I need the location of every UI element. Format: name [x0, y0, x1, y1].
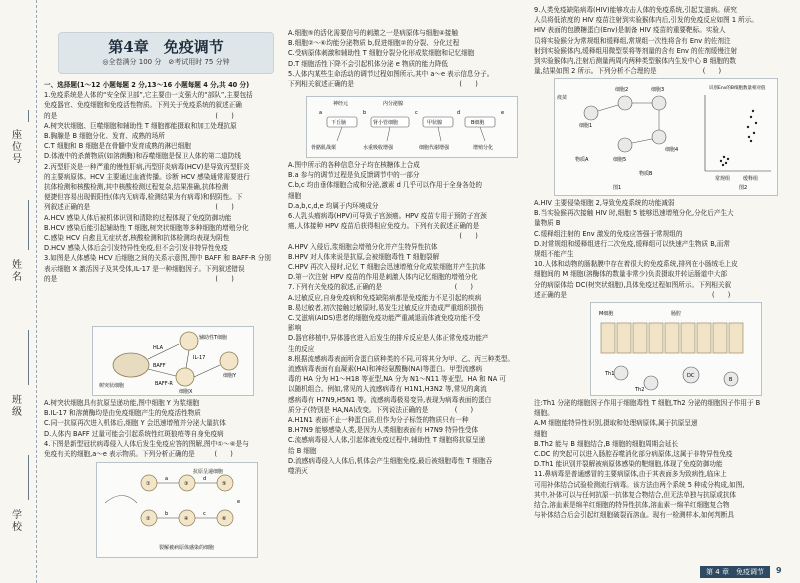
text-line: D.Th1 能识别并裂解被病原体感染的靶细胞,体现了免疫防御功能 [534, 460, 723, 469]
text-line: 抗体检测和核酸检测,其中核酸检测过程复杂,结果准确,抗体检测 [44, 183, 229, 192]
fig4-label: b [165, 511, 169, 517]
figure-q10 [590, 302, 762, 396]
text-line: B.IL-17 和溶菌酶均是由免疫细胞产生的免疫活性物质 [44, 409, 201, 418]
fig3-label: 辅助性T细胞 [199, 335, 228, 341]
text-line: A.M 细胞能特异性识别,摄取和处理病原体,属于抗原呈递 [534, 419, 698, 428]
fig9-label: 疫苗 [557, 95, 568, 101]
fig4-label: ④ [184, 516, 189, 522]
class-label: 班级 [12, 395, 22, 418]
fig4-label: e [237, 499, 241, 505]
text-line: C.感染 HCV 自愈且无症状者,核酸检测和抗体检测均表现为阴性 [44, 234, 230, 243]
text-line: C.HPV 再次入侵时,记忆 T 细胞会迅速增殖分化成浆细胞并产生抗体 [288, 263, 486, 272]
text-line: B.易过敏者,初次接触过敏原时,易发生过敏反应并造成严重组织损伤 [288, 303, 484, 312]
text-line: D.T 细胞活性下降不会引起机体分泌 e 物质的能力降低 [288, 59, 449, 68]
fig3-label: 树突状细胞 [99, 383, 125, 389]
text-line: B.Th2 能与 B 细胞结合,B 细胞的细胞周期会延长 [534, 439, 679, 448]
chapter-title-box [58, 32, 274, 74]
fig4-label: 抗原呈递细胞 [193, 469, 224, 475]
fig3-label: IL-17 [193, 355, 206, 361]
text-line: 感病毒有 H7N9,H5N1 等。流感病毒极易变异,表现为病毒表面的蛋白 [288, 395, 492, 404]
text-line: C.缓释组注射的 Env 激发的免疫应答强于常规组的 [534, 229, 683, 238]
text-line: 下列相关叙述正确的是 ( ) [288, 80, 478, 89]
figure-q3 [92, 326, 254, 396]
text-line: B.H7N9 能够感染人类,是因为人类细胞表面有 H7N9 特异性受体 [288, 426, 479, 435]
text-line: 生的反应 [288, 344, 315, 353]
fig9-label: 识别Env的B细胞数量相对值 [709, 86, 766, 91]
text-line: D.流感病毒侵入人体后,机体会产生细胞免疫,最后被细胞毒性 T 细胞吞 [288, 456, 493, 465]
fig9-scatter-points [720, 110, 757, 166]
fig9-label: 常规组 [715, 176, 731, 182]
text-line: 分的病原体给 DC(树突状细胞),具体免疫过程如图所示。下列相关叙 [534, 280, 732, 289]
text-line: 的是 ( ) [44, 111, 234, 120]
column-2b-text [288, 160, 528, 476]
fig4-label: ③ [184, 481, 189, 487]
figure-q4 [96, 462, 258, 558]
fig9-label: 图1 [613, 185, 622, 191]
text-line: 10.人体和动物的肠黏膜中存在着很大的免疫系统,排列在小肠绒毛上皮 [534, 260, 738, 269]
text-line: 7.下列有关免疫的叙述,正确的是 ( ) [288, 283, 473, 292]
fig4-label: ① [146, 481, 151, 487]
text-line: 注:Th1 分泌的细胞因子作用于细胞毒性 T 细胞,Th2 分泌的细胞因子作用于 B [534, 399, 761, 407]
text-line: 免疫器官、免疫细胞和免疫活性物质。下列关于免疫系统的叙述正确 [44, 101, 242, 110]
seat-number-label: 座位号 [12, 130, 22, 165]
text-line: 9.人类免疫缺陷病毒(HIV)能够攻击人体的免疫系统,引起艾滋病。研究 [534, 6, 737, 14]
fig10-label: 肠腔 [671, 311, 682, 317]
text-line: A.HPV 入侵后,浆细胞会增殖分化并产生特异性抗体 [288, 242, 438, 251]
text-line: 其中,补体可以与任何抗原一抗体复合物结合,但无法单独与抗原或抗体 [534, 490, 737, 499]
text-line: HIV 表面的包膜糖蛋白(Env)是制备 HIV 疫苗的重要靶标。实验人 [534, 26, 726, 35]
text-line: A.图中所示的各种信息分子均在核糖体上合成 [288, 161, 420, 169]
fig9-label: 缓释组 [743, 176, 759, 182]
fig5-label: e [501, 110, 505, 116]
fig5-label: 神经元 [333, 101, 349, 107]
text-line: D.HCV 感染人体后会引发特异性免疫,但不会引发非特异性免疫 [44, 244, 228, 253]
text-line: 述正确的是 ( ) [534, 290, 731, 299]
text-line: 3.如图是人体感染 HCV 后细胞之间的关系示意图,图中 BAFF 和 BAFF-R 分别 [44, 254, 271, 263]
figure-q5 [306, 96, 518, 158]
text-line: D.第一次注射 HPV 疫苗的作用是刺激人体内记忆细胞的增殖分化 [288, 273, 478, 282]
text-line: 可用补体结合试验检测流行病毒。该方法由两个系统 5 种成分构成,如图, [534, 480, 745, 489]
fig10-label: M细胞 [599, 311, 614, 317]
text-line: 流感病毒表面有血凝素(HA)和神经氨酸酶(NA)等蛋白。甲型流感病 [288, 365, 483, 374]
text-line: 表示细胞 X 激活因子及其受体,IL-17 是一种细胞因子。下列叙述错误 [44, 264, 245, 273]
fig5-label: B细胞 [471, 120, 485, 126]
column-1-text [44, 80, 282, 284]
text-line: 员将实验猴分为常规组和缓释组,常规组一次性将含有 Env 的佐剂注 [534, 36, 731, 45]
text-line: B.当实验猴再次接触 HIV 时,细胞 5 能够迅速增殖分化,分化后产生大 [534, 209, 734, 218]
text-line: D.体液中的杀菌物质(如溶菌酶)和吞噬细胞是保卫人体的第二道防线 [44, 152, 241, 161]
fig9-label: 细胞5 [613, 157, 627, 163]
fig10-label: DC [687, 373, 695, 379]
fig10-label: B [729, 377, 733, 383]
cell-y-shape [220, 352, 238, 370]
fig3-label: 细胞Y [223, 373, 237, 379]
fig10-label: Th2 [635, 387, 645, 393]
fig3-label: 细胞X [179, 389, 193, 395]
fig3-label: BAFF-R [155, 381, 173, 387]
text-line: A.过敏反应,自身免疫病和免疫缺陷病都是免疫能力不足引起的疾病 [288, 293, 482, 302]
text-line: A.树突状细胞具有抗原呈递功能,图中细胞 Y 为浆细胞 [44, 399, 200, 407]
text-line: 规组不能产生 [534, 250, 574, 259]
exam-meta: ◎全卷满分 100 分 ⊘考试用时 75 分钟 [102, 58, 230, 66]
text-line: 以随机组合。例如,常见的人流感病毒有 H1N1,H3N2 等,常见的禽流 [288, 385, 487, 394]
fig4-label: ⑥ [222, 516, 227, 522]
text-line: 影响 [288, 324, 302, 333]
fig5-label: 内分泌腺 [383, 101, 404, 107]
fig4-label: d [203, 476, 207, 482]
fig9-label: 物质A [575, 157, 589, 163]
column-3c-text [534, 398, 784, 520]
text-line: B.胸腺是 B 细胞分化、发育、成熟的场所 [44, 132, 165, 141]
text-line: 8.根据流感病毒表面所含蛋白质种类的不同,可将其分为甲、乙、丙三种类型。 [288, 354, 514, 363]
fig5-label: 细胞代谢增强 [419, 145, 450, 151]
fig4-label: ② [146, 516, 151, 522]
text-line: A.HCV 感染人体后被机体识别和清除的过程体现了免疫防御功能 [44, 213, 232, 222]
fig9-label: 细胞3 [651, 87, 665, 93]
page-title: 第4章 免疫调节 [108, 38, 224, 56]
column-3b-text [534, 198, 784, 300]
chapter-footer: 第 4 章 免疫调节 [700, 566, 770, 578]
fig5-label: 甲状腺 [427, 120, 443, 126]
text-line: B.a 参与的调节过程是负反馈调节中的一部分 [288, 171, 420, 180]
text-line: B.HCV 感染后能引起辅助性 T 细胞,树突状细胞等多种细胞的增殖分化 [44, 223, 249, 232]
text-line: 噬消灭 [288, 467, 308, 476]
margin-line [28, 455, 29, 500]
text-line: A.树突状细胞、巨噬细胞和辅助性 T 细胞都能摄取和加工处理抗原 [44, 121, 237, 130]
text-line: 的主要病原体。HCV 主要通过血液传播。诊断 HCV 感染通常需要进行 [44, 172, 250, 181]
fig5-label: 水重吸收增强 [363, 145, 394, 151]
text-line: B.细胞②～⑥均能分泌物质 b,促进细胞②的分裂、分化过程 [288, 39, 460, 48]
text-line: 细胞 [534, 429, 548, 438]
text-line: 4.下图是新型冠状病毒侵入人体后发生免疫应答的图解,图中①～⑥是与 [44, 439, 249, 448]
text-line: 结合,溶血素是绵羊红细胞的特异性抗体,溶血素一绵羊红细胞复合物 [534, 501, 730, 510]
margin-line [28, 200, 29, 250]
fig4-label: 裂解被病原体感染的细胞 [159, 545, 215, 551]
text-line: ( ) [288, 232, 478, 241]
fig10-label: Th1 [605, 371, 615, 377]
fig9-label: 图2 [739, 185, 748, 191]
name-label: 姓名 [12, 260, 22, 283]
text-line: 6.人乳头瘤病毒(HPV)可导致子宫颈癌。HPV 疫苗专用于预防子宫颈 [288, 212, 487, 221]
text-line: 质分子(特别是 HA,NA)改变。下列说法正确的是 ( ) [288, 405, 474, 414]
text-line: A.细胞⑤的活化需要信号的刺激之一是病原体与细胞④接触 [288, 29, 458, 37]
dendritic-cell-shape [113, 353, 149, 377]
text-line: 到实验猴体内,注射后测量两周内两种类型猴体内生发中心 B 细胞的数 [534, 57, 737, 66]
fig9-label: 细胞2 [615, 87, 629, 93]
text-line: A.HIV 主要侵染细胞 2,导致免疫系统的功能减弱 [534, 199, 675, 207]
text-line: A.H1N1 表面不止一种蛋白质,但作为分子标签的物质只有一种 [288, 416, 469, 425]
text-line: D.器官移植中,异体器官进入后发生的排斥反应是人体正常免疫功能产 [288, 334, 489, 343]
text-line: C.艾滋病(AIDS)患者的细胞免疫功能严重减退而体液免疫功能不受 [288, 314, 481, 323]
fig3-label: BAFF [153, 363, 166, 369]
fig5-label: b [363, 110, 367, 116]
text-line: 细胞 [288, 191, 302, 200]
fig4-label: a [165, 476, 169, 482]
text-line: 射到实验猴体内,缓释组用微型泵将等剂量的含有 Env 的佐剂缓慢注射 [534, 46, 738, 55]
binding-margin [0, 0, 37, 583]
margin-line [28, 330, 29, 385]
school-label: 学校 [12, 510, 22, 533]
text-line: 1.免疫系统是人体的“安全保卫部”,它主要由一支强大的“部队”,主要包括 [44, 91, 253, 100]
text-line: C.同一抗原再次进入机体后,细胞 Y 会迅速增殖并分泌大量抗体 [44, 419, 226, 428]
fig5-label: 肾小管细胞 [373, 120, 399, 126]
column-2-text [288, 28, 528, 89]
text-line: 的是 ( ) [44, 274, 234, 283]
text-line: 列叙述正确的是 ( ) [44, 203, 234, 212]
text-line: D.对常规组和缓释组进行二次免疫,缓释组可以快速产生物质 B,而常 [534, 239, 731, 248]
text-line: 5.人体内某些生命活动的调节过程如图所示,其中 a～e 表示信息分子。 [288, 69, 494, 78]
text-line: 11.鼻病毒是普通感冒的主要病原体,由于其表面多为致病性,临床上 [534, 470, 727, 479]
text-line: 量,结果如图 2 所示。下列分析不合理的是 ( ) [534, 67, 722, 76]
text-line: 给 B 细胞 [288, 446, 317, 455]
text-line: D.a,b,c,d,e 均属于内环境成分 [288, 201, 379, 210]
text-line: C.流感病毒侵入人体,引起体液免疫过程中,辅助性 T 细胞将抗原呈递 [288, 436, 486, 445]
fig5-label: 增殖分化 [473, 145, 494, 151]
text-line: C.b,c 均由垂体细胞合成和分泌,激素 d 几乎可以作用于全身各处的 [288, 181, 483, 190]
cell-x-shape [176, 368, 194, 386]
fig9-label: 物质B [639, 171, 653, 177]
fig9-label: 细胞1 [579, 123, 593, 129]
fig4-label: ⑤ [222, 481, 227, 487]
text-line: 2.丙型肝炎是一种严重的慢性肝病,丙型肝炎病毒(HCV)是导致丙型肝炎 [44, 162, 250, 171]
text-line: C.DC 的突起可以进入肠腔吞噬消化部分病原体,这属于非特异性免疫 [534, 450, 733, 459]
column-3-text [534, 5, 784, 76]
fig5-label: d [457, 110, 461, 116]
text-line: 癌,人体接种 HPV 疫苗后获得相应免疫力。下列有关叙述正确的是 [288, 222, 480, 231]
text-line: D.人体内 BAFF 过量可能会引起系统性红斑狼疮等自身免疫病 [44, 429, 224, 438]
helper-t-cell-shape [180, 332, 198, 350]
fig9-label: 细胞4 [665, 147, 679, 153]
figure-q9 [554, 78, 778, 196]
fig3-label: HLA [153, 345, 164, 351]
margin-line [28, 110, 29, 122]
fig5-label: 下丘脑 [331, 120, 347, 126]
text-line: 量物质 B [534, 219, 561, 228]
column-1b-text [44, 398, 282, 459]
fig4-label: c [203, 511, 206, 517]
text-line: 细胞。 [534, 409, 554, 418]
text-line: 免疫有关的细胞,a～e 表示物质。下列分析正确的是 ( ) [44, 450, 233, 459]
fig5-label: a [319, 110, 323, 116]
text-line: 细胞间的 M 细胞(溶酶体的数量非常少)负责摄取并转运肠道中大部 [534, 270, 728, 279]
text-line: 人员将低浓度的 HIV 疫苗注射到实验猴体内后,引发的免疫反应如图 1 所示。 [534, 16, 758, 25]
text-line: 毒的 HA 分为 H1～H18 等亚型,NA 分为 N1～N11 等亚型。HA 和 NA 可 [288, 375, 506, 384]
page-number: 9 [776, 566, 782, 575]
text-line: C.T 细胞和 B 细胞是在骨髓中发育成熟的淋巴细胞 [44, 142, 191, 151]
text-line: 与补体结合后会引起红细胞破裂而溶血。现有一检测样本,如何判断具 [534, 511, 734, 520]
text-line: B.HPV 对人体来说是抗原,会被细胞毒性 T 细胞裂解 [288, 252, 440, 261]
fig5-label: c [415, 110, 418, 116]
text-line: C.受病原体刺激和辅助性 T 细胞分裂分化形成浆细胞和记忆细胞 [288, 49, 475, 58]
text-line: 一、选择题(1～12 小题每题 2 分,13～16 小题每题 4 分,共 40 分) [44, 81, 250, 89]
text-line: 便捷但容易出现假阳性(体内无病毒,检测结果为有病毒)和假阴性。下 [44, 193, 243, 202]
fig5-label: 骨骼肌战栗 [311, 145, 337, 151]
